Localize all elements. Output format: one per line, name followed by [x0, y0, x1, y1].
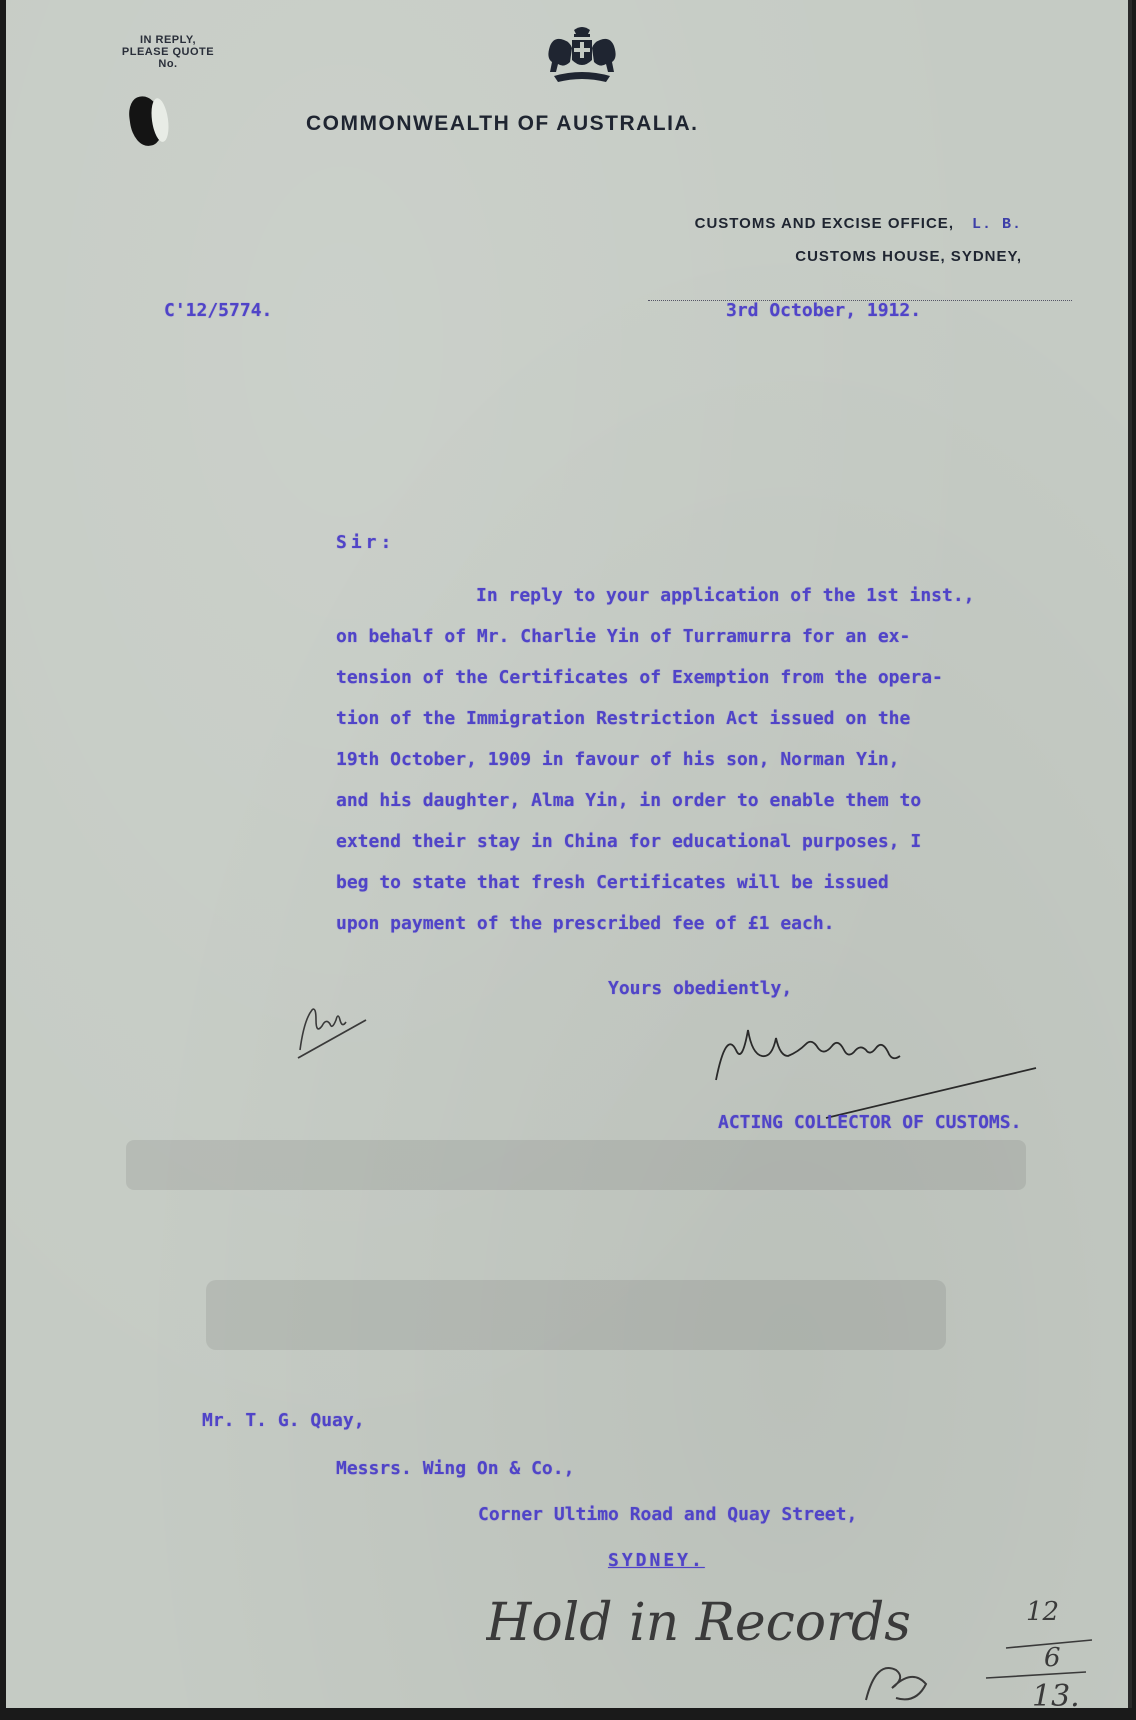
closing: Yours obediently, — [608, 978, 793, 999]
signatory-title: ACTING COLLECTOR OF CUSTOMS. — [718, 1112, 1022, 1133]
addressee-street: Corner Ultimo Road and Quay Street, — [478, 1504, 858, 1525]
reply-quote-block — [98, 34, 238, 70]
letter-date: 3rd October, 1912. — [726, 300, 922, 321]
reply-quote-line: No. — [158, 58, 178, 70]
letter-page — [6, 0, 1132, 1708]
handwritten-signature — [706, 1020, 1086, 1120]
addressee-city: SYDNEY. — [608, 1550, 705, 1571]
annotation-text: Hold in Records — [486, 1593, 911, 1653]
body-line: and his daughter, Alma Yin, in order to enable them to — [336, 790, 922, 811]
reply-quote-line: PLEASE QUOTE — [121, 46, 215, 58]
reference-number: C'12/5774. — [164, 300, 273, 321]
annotation-date-bottom: 13. — [1032, 1679, 1080, 1710]
addressee-name: Mr. T. G. Quay, — [202, 1410, 365, 1431]
office-stamp: L. B. — [971, 216, 1022, 233]
office-line: CUSTOMS HOUSE, SYDNEY, — [795, 248, 1022, 265]
salutation: Sir: — [336, 532, 396, 553]
addressee-firm: Messrs. Wing On & Co., — [336, 1458, 575, 1479]
reply-quote-line: IN REPLY, — [139, 34, 197, 46]
body-line: 19th October, 1909 in favour of his son, Norman Yin, — [336, 749, 900, 770]
body-line: tion of the Immigration Restriction Act issued on the — [336, 708, 911, 729]
body-line: upon payment of the prescribed fee of £1 each. — [336, 913, 835, 934]
body-line: on behalf of Mr. Charlie Yin of Turramurra for an ex- — [336, 626, 911, 647]
annotation-date-mid: 6 — [1044, 1643, 1061, 1673]
body-line: tension of the Certificates of Exemption from the opera- — [336, 667, 943, 688]
annotation-date-top: 12 — [1026, 1597, 1060, 1627]
coat-of-arms-icon — [544, 26, 620, 88]
body-line: extend their stay in China for educational purposes, I — [336, 831, 922, 852]
body-line: beg to state that fresh Certificates will be issued — [336, 872, 889, 893]
initials-mark — [296, 990, 396, 1060]
office-address — [695, 208, 1022, 273]
letterhead-title: COMMONWEALTH OF AUSTRALIA. — [306, 112, 699, 135]
office-line: CUSTOMS AND EXCISE OFFICE, — [694, 215, 954, 232]
watermark-show-through — [126, 1120, 1046, 1380]
punched-hole — [127, 94, 166, 148]
pencil-annotation — [486, 1560, 1106, 1710]
body-line: In reply to your application of the 1st inst., — [476, 585, 975, 606]
letter-body — [336, 575, 975, 944]
